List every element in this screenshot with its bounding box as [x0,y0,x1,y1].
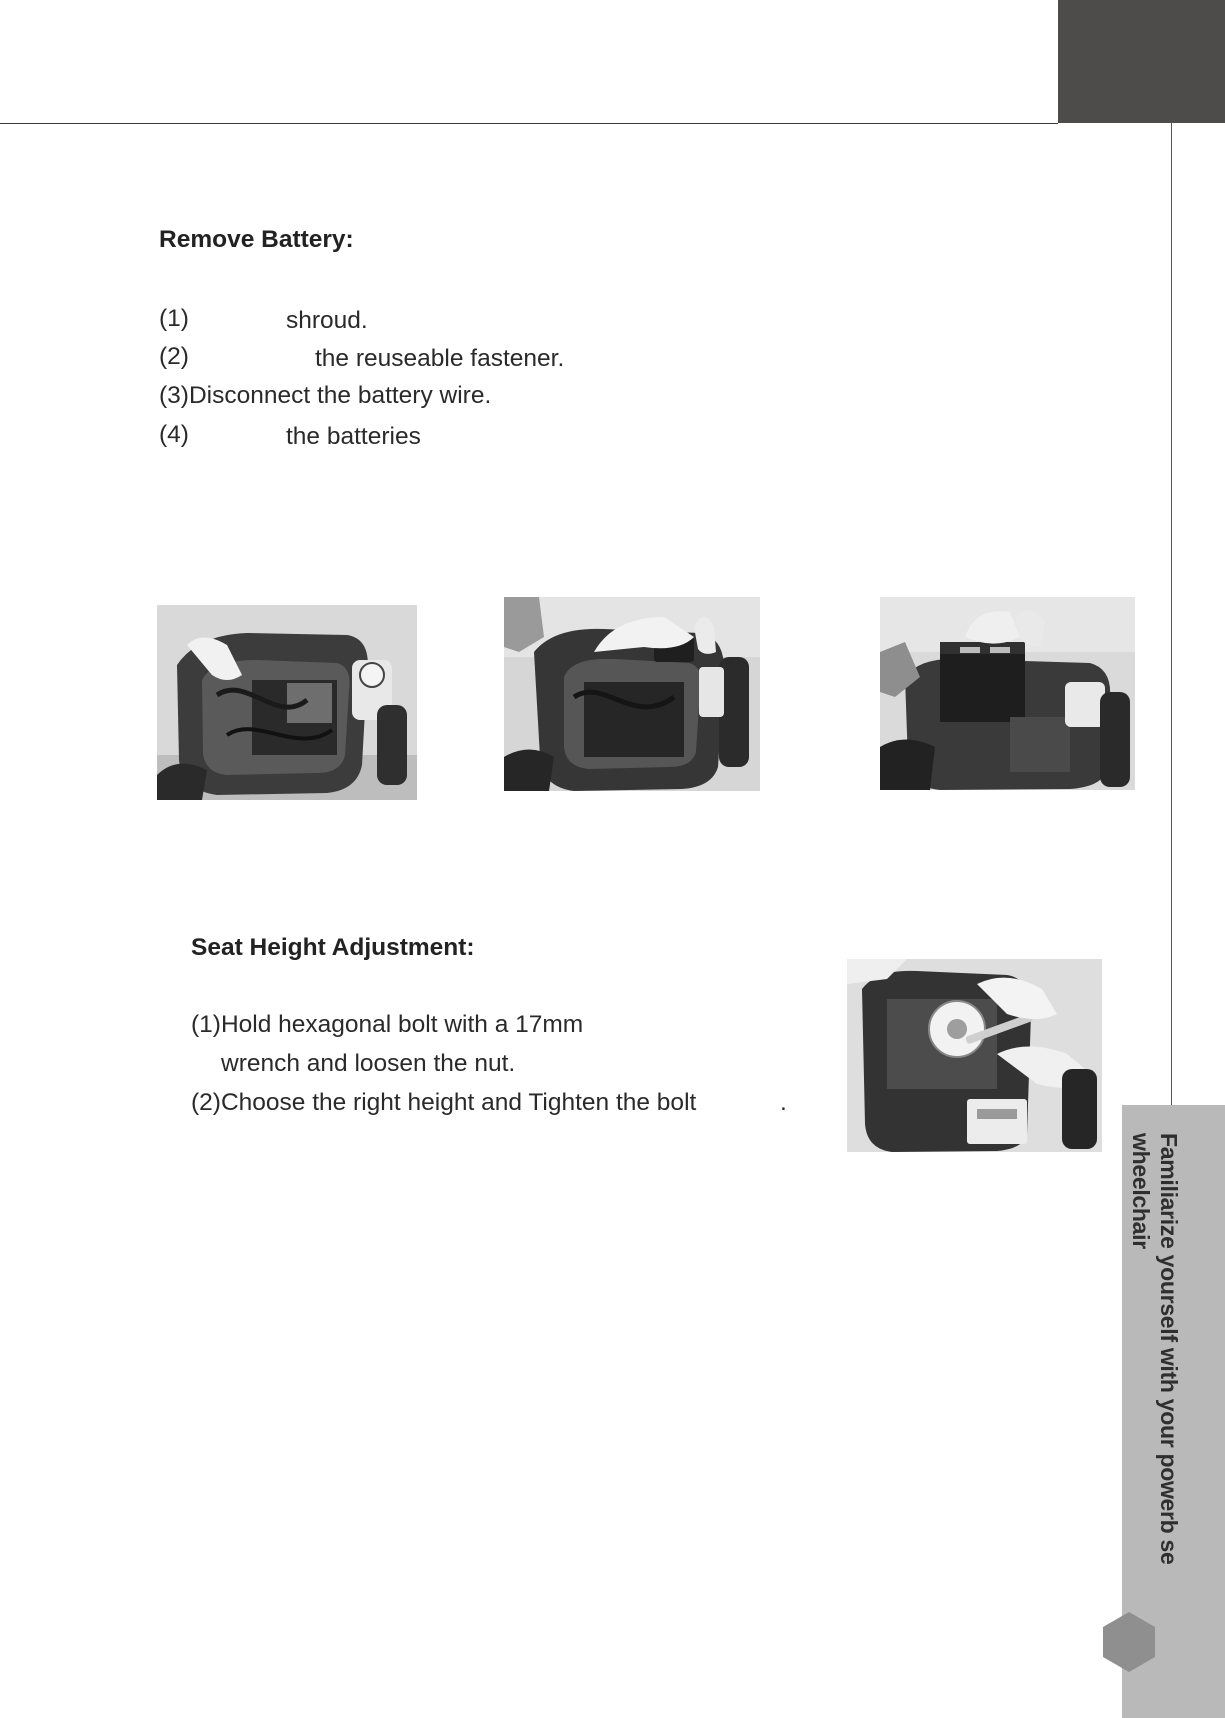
battery-step-2-text: the reuseable fastener. [315,345,565,372]
battery-compartment-photo [157,605,417,800]
side-tab-line-1: Familiarize yourself with your powerb se [1156,1133,1182,1565]
seat-step-2-end-dot: . [780,1089,787,1116]
battery-step-3 [159,382,491,410]
hexagon-icon [1101,1610,1157,1674]
battery-step-2-number: (2) [159,343,189,370]
battery-step-3-text: Disconnect the battery wire. [188,382,492,409]
side-tab-line-2: wheelchair [1128,1133,1154,1249]
battery-step-1-number: (1) [159,305,189,332]
battery-wire-photo [504,597,760,791]
seat-step-1-line-1: (1)Hold hexagonal bolt with a 17mm [191,1011,584,1038]
battery-step-1-text: shroud. [286,307,368,334]
side-rule [1171,123,1172,1105]
battery-step-4-number: (4) [159,421,189,448]
header-rule [0,123,1058,124]
battery-step-3-number: (3) [159,382,189,409]
seat-bolt-wrench-photo [847,959,1102,1152]
remove-battery-heading: Remove Battery: [159,226,354,253]
corner-block [1058,0,1225,123]
seat-height-heading: Seat Height Adjustment: [191,934,475,961]
battery-lift-photo [880,597,1135,790]
seat-step-2: (2)Choose the right height and Tighten the bolt [191,1089,697,1116]
battery-step-4-text: the batteries [286,423,421,450]
side-tab-title [1127,1133,1183,1603]
seat-step-1-line-2: wrench and loosen the nut. [221,1050,516,1077]
